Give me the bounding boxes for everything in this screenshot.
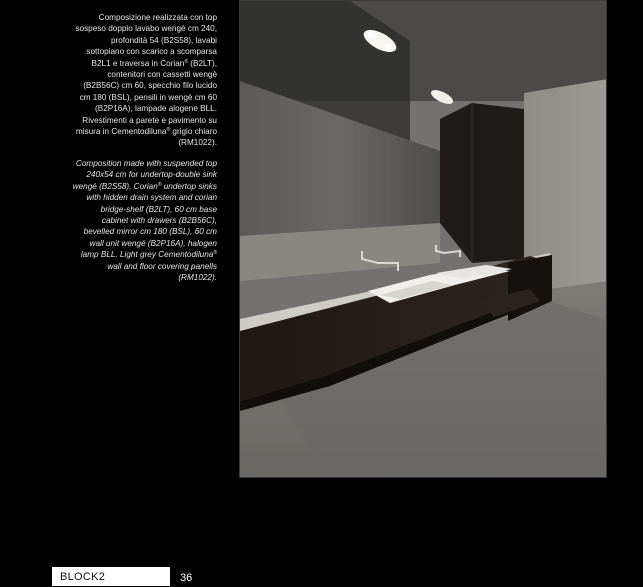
bathroom-photo [239, 0, 607, 478]
registered-mark: ® [184, 58, 189, 65]
section-label: BLOCK2 [52, 567, 170, 586]
page-number: 36 [180, 572, 193, 584]
caption-english: Composition made with suspended top 240x54 cm for undertop-double sink wengé (B2S58), Corian® undertop sinks with hidden drain system and corian bridge-shelf (B2LT), 60 cm base cabinet with drawers (B2B56C), bevelled mirror cm 180 (BSL), 60 cm wall unit wengé (B2P16A), halogen lamp BLL. Light grey Cementodiluna® wall and floor covering panells (RM1022). [72, 158, 217, 282]
caption-italian: Composizione realizzata con top sospeso doppio lavabo wengè cm 240, profondità 54 (B2S58), lavabi sottopiano con scarico a scomparsa B2L1 e traversa in Corian® (B2LT), contenitori con cassetti wengè (B2B56C) cm 60, specchio filo lucido cm 180 (BSL), pensili in wengè cm 60 (B2P16A), lampade alogene BLL. Rivestimenti a parete e pavimento su misura in Cementodiluna® grigio chiaro (RM1022). [75, 13, 217, 148]
bathroom-illustration [240, 1, 607, 478]
registered-mark: ® [157, 181, 162, 188]
registered-mark: ® [213, 250, 217, 257]
caption-block [72, 12, 217, 283]
ceiling-shadow [240, 1, 607, 101]
registered-mark: ® [166, 127, 171, 134]
